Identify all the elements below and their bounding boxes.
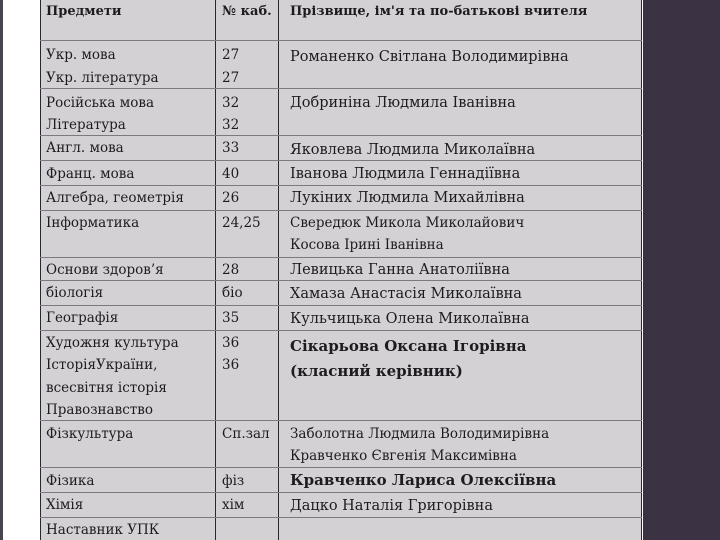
room-cell: 24,25 (222, 215, 261, 231)
row-divider (40, 160, 642, 161)
row-divider (40, 210, 642, 211)
teacher-cell: Добриніна Людмила Іванівна (290, 95, 516, 111)
row-divider (40, 40, 642, 41)
teacher-cell: Косова Ірині Іванівна (290, 237, 444, 253)
table-border-left (40, 0, 41, 540)
subject-cell: Географія (46, 310, 119, 326)
room-cell: біо (222, 285, 243, 301)
room-cell: 27 (222, 70, 240, 86)
room-cell: 36 (222, 335, 240, 351)
teacher-cell: Свередюк Микола Миколайович (290, 215, 525, 231)
staff-table (40, 0, 642, 540)
teacher-cell: Кравченко Євгенія Максимівна (290, 448, 517, 464)
teacher-cell: Іванова Людмила Геннадіївна (290, 166, 521, 182)
subject-cell: Художня культура (46, 335, 179, 351)
row-divider (40, 467, 642, 468)
subject-cell: Фізика (46, 473, 95, 489)
subject-cell: Укр. література (46, 70, 159, 86)
teacher-cell: Яковлева Людмила Миколаївна (290, 142, 536, 158)
teacher-cell-class-teacher: Сікарьова Оксана Ігорівна (290, 337, 527, 355)
row-divider (40, 88, 642, 89)
teacher-cell: Заболотна Людмила Володимирівна (290, 426, 550, 442)
row-divider (40, 330, 642, 331)
row-divider (40, 280, 642, 281)
room-cell: хім (222, 497, 245, 513)
subject-cell: Франц. мова (46, 166, 135, 182)
subject-cell: Хімія (46, 497, 84, 513)
teacher-cell: Дацко Наталія Григорівна (290, 498, 493, 514)
teacher-cell: Кульчицька Олена Миколаївна (290, 311, 530, 327)
room-cell: 35 (222, 310, 240, 326)
room-cell: Сп.зал (222, 426, 270, 442)
room-cell: 32 (222, 95, 240, 111)
subject-cell: Інформатика (46, 215, 140, 231)
subject-cell: Алгебра, геометрія (46, 190, 184, 206)
room-cell: 36 (222, 357, 240, 373)
subject-cell: Фізкультура (46, 426, 134, 442)
class-teacher-note: (класний керівник) (290, 362, 463, 380)
room-cell: 32 (222, 117, 240, 133)
table-border-right (641, 0, 642, 540)
teacher-cell: Хамаза Анастасія Миколаївна (290, 286, 522, 302)
left-edge-decoration (0, 0, 3, 540)
header-subject: Предмети (46, 4, 122, 19)
subject-cell: ІсторіяУкраїни, (46, 357, 158, 373)
room-cell: 26 (222, 190, 240, 206)
header-room: № каб. (222, 4, 272, 19)
teacher-cell: Лукіних Людмила Михайлівна (290, 190, 525, 206)
column-divider-1 (215, 0, 216, 540)
right-decorative-panel (643, 0, 720, 540)
row-divider (40, 517, 642, 518)
row-divider (40, 420, 642, 421)
room-cell: 33 (222, 140, 240, 156)
row-divider (40, 305, 642, 306)
subject-cell: Основи здоров’я (46, 262, 164, 278)
teacher-cell: Левицька Ганна Анатоліївна (290, 262, 510, 278)
row-divider (40, 492, 642, 493)
header-teacher: Прізвище, ім'я та по-батькові вчителя (290, 4, 588, 19)
room-cell: 27 (222, 47, 240, 63)
row-divider (40, 135, 642, 136)
teacher-cell: Романенко Світлана Володимирівна (290, 49, 569, 65)
subject-cell: Наставник УПК (46, 522, 160, 538)
teacher-cell: Кравченко Лариса Олексіївна (290, 471, 557, 489)
row-divider (40, 257, 642, 258)
subject-cell: Укр. мова (46, 47, 116, 63)
column-divider-2 (278, 0, 279, 540)
room-cell: 28 (222, 262, 240, 278)
subject-cell: всесвітня історія (46, 380, 167, 396)
room-cell: фіз (222, 473, 245, 489)
subject-cell: Правознавство (46, 402, 153, 418)
room-cell: 40 (222, 166, 240, 182)
subject-cell: Англ. мова (46, 140, 124, 156)
subject-cell: Література (46, 117, 126, 133)
subject-cell: біологія (46, 285, 104, 301)
subject-cell: Російська мова (46, 95, 155, 111)
row-divider (40, 185, 642, 186)
